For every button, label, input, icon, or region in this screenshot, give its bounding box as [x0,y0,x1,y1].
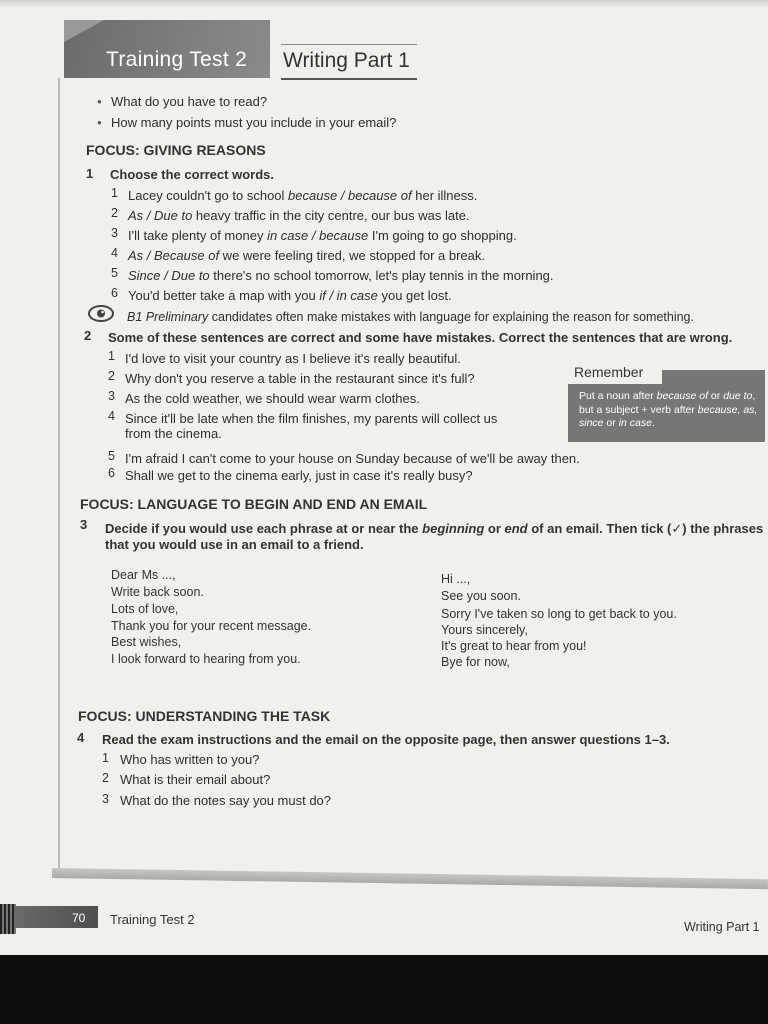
item-number: 3 [111,226,118,240]
focus-heading-reasons: FOCUS: GIVING REASONS [86,142,266,158]
item-choice: in case / because [267,228,369,243]
instruction-part: of an email. Then tick (✓) the phrases [527,521,764,536]
list-item: Sorry I've taken so long to get back to you. [441,607,677,621]
item-number: 2 [108,369,115,383]
list-item: Best wishes, [111,635,182,649]
item-number: 6 [108,466,115,480]
list-item [128,288,452,303]
page-number: 70 [72,911,86,925]
left-margin-rule [58,78,60,878]
eye-icon [88,305,114,322]
question-number: 1 [86,166,94,181]
item-number: 3 [102,792,109,806]
list-item [128,228,517,243]
question-instruction: Read the exam instructions and the email on the opposite page, then answer questions 1–3. [102,732,670,747]
list-item: Dear Ms ..., [111,568,176,582]
item-text: you get lost. [377,288,452,303]
item-choice: because / because of [288,188,412,203]
item-text: heavy traffic in the city centre, our bus was late. [192,208,470,223]
list-item: What do the notes say you must do? [120,793,332,808]
item-text: I'm going to go shopping. [368,228,517,243]
list-item [128,188,477,203]
item-number: 2 [102,771,109,785]
list-item: What is their email about? [120,772,271,787]
instruction-part: beginning [422,521,485,536]
remember-part: due to [723,390,753,402]
question-instruction-line2: that you would use in an email to a friend. [105,537,364,552]
page-top-edge [0,0,768,8]
item-number: 2 [111,206,118,220]
list-item: Who has written to you? [120,752,260,767]
list-item: See you soon. [441,589,521,603]
header-part-top-rule [281,44,417,45]
item-number: 6 [111,286,118,300]
remember-part: or [603,417,619,429]
list-item-continued: from the cinema. [125,426,222,441]
remember-part: or [708,390,724,402]
question-number: 3 [80,517,88,532]
list-item: Hi ..., [441,572,471,586]
intro-bullet: ● How many points must you include in your email? [111,115,396,130]
focus-heading-email-language: FOCUS: LANGUAGE TO BEGIN AND END AN EMAIL [80,496,428,512]
item-text: her illness. [411,188,478,203]
list-item: Lots of love, [111,602,179,616]
item-number: 4 [108,409,115,423]
item-text: Lacey couldn't go to school [128,188,289,203]
tip-body: candidates often make mistakes with language for explaining the reason for something. [208,310,694,324]
instruction-part: end [504,521,528,536]
remember-text [579,390,765,431]
item-text: there's no school tomorrow, let's play tennis in the morning. [209,268,554,283]
item-choice: Since / Due to [128,268,210,283]
remember-title: Remember [568,362,662,384]
remember-part: because of [656,390,709,402]
question-instruction: Choose the correct words. [110,167,274,182]
item-text: we were feeling tired, we stopped for a break. [219,248,485,263]
list-item: As the cold weather, we should wear warm clothes. [125,391,420,406]
list-item: It's great to hear from you! [441,639,587,653]
list-item [128,208,470,223]
item-choice: As / Due to [128,208,193,223]
remember-part: , but a subject + verb after [579,390,756,416]
footer-test-name: Training Test 2 [110,912,195,927]
list-item: Why don't you reserve a table in the restaurant since it's full? [125,371,475,386]
remember-part: in case [618,417,652,429]
instruction-part: or [484,521,505,536]
question-instruction: Some of these sentences are correct and some have mistakes. Correct the sentences that are wrong. [108,330,733,345]
instruction-part: Decide if you would use each phrase at or near the [105,521,423,536]
item-text: I'll take plenty of money [128,228,268,243]
footer-part-name: Writing Part 1 [684,920,760,934]
item-number: 3 [108,389,115,403]
list-item: Since it'll be late when the film finishes, my parents will collect us [125,411,498,426]
question-instruction [105,521,763,537]
focus-heading-understanding: FOCUS: UNDERSTANDING THE TASK [78,708,331,724]
item-number: 1 [102,751,109,765]
question-number: 4 [77,730,85,745]
list-item: I look forward to hearing from you. [111,652,301,666]
item-choice: As / Because of [128,248,220,263]
list-item: Bye for now, [441,655,510,669]
list-item [128,248,485,263]
remember-part: . [651,417,655,429]
list-item: Write back soon. [111,585,204,599]
list-item: Shall we get to the cinema early, just in case it's really busy? [125,468,473,483]
list-item: Yours sincerely, [441,623,528,637]
footer-band [14,906,98,928]
header-part: Writing Part 1 [283,49,410,72]
question-number: 2 [84,328,92,343]
tip-exam-name: B1 Preliminary [127,310,209,324]
tip-text [127,310,694,324]
list-item: Thank you for your recent message. [111,619,312,633]
item-number: 1 [111,186,118,200]
item-number: 4 [111,246,118,260]
header-part-rule [281,78,417,80]
item-choice: if / in case [319,288,378,303]
remember-part: Put a noun after [579,390,657,402]
list-item: I'm afraid I can't come to your house on Sunday because of we'll be away then. [125,451,580,466]
intro-bullet: ● What do you have to read? [111,94,267,109]
item-number: 5 [108,449,115,463]
item-number: 5 [111,266,118,280]
header-title: Training Test 2 [106,48,248,71]
remember-part: because, as, since [579,403,758,429]
list-item [128,268,554,283]
item-number: 1 [108,349,115,363]
list-item: I'd love to visit your country as I believe it's really beautiful. [125,351,461,366]
item-text: You'd better take a map with you [128,288,320,303]
